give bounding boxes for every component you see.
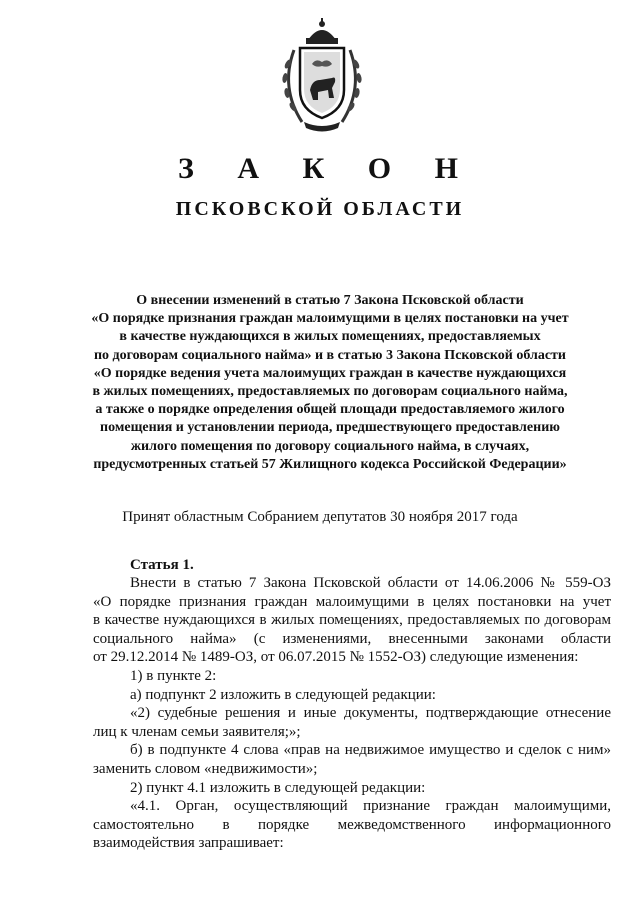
paragraph-line: «2) судебные решения и иные документы, подтверждающие отнесение <box>130 705 611 722</box>
paragraph-line: 1) в пункте 2: <box>130 667 217 684</box>
title-line: «О порядке ведения учета малоимущих граждан в качестве нуждающихся <box>93 365 567 381</box>
paragraph-line: 2) пункт 4.1 изложить в следующей редакции: <box>130 779 426 796</box>
article-heading: Статья 1. <box>130 557 194 573</box>
title-line: по договорам социального найма» и в статью 3 Закона Псковской области <box>93 347 566 363</box>
paragraph-line: самостоятельно в порядке межведомственного информационного <box>93 816 611 833</box>
paragraph-line: взаимодействия запрашивает: <box>93 835 284 852</box>
article-body <box>93 574 611 853</box>
region-heading: ПСКОВСКОЙ ОБЛАСТИ <box>175 198 465 220</box>
title-line: О внесении изменений в статью 7 Закона Псковской области <box>136 293 524 308</box>
paragraph-line: Внести в статью 7 Закона Псковской области от 14.06.2006 № 559-ОЗ <box>130 575 611 591</box>
title-line: помещения и установлении периода, предшествующего предоставлению <box>100 420 560 436</box>
adoption-line: Принят областным Собранием депутатов 30 ноября 2017 года <box>122 509 518 525</box>
title-line: жилого помещения по договору социального найма, в случаях, <box>130 438 530 454</box>
paragraph-line: лиц к членам семьи заявителя;»; <box>93 723 301 740</box>
law-heading: З А К О Н <box>178 152 476 185</box>
paragraph-line: б) в подпункте 4 слова «прав на недвижимое имущество и сделок с ним» <box>130 742 611 759</box>
law-title <box>80 292 580 474</box>
title-line: «О порядке признания граждан малоимущими в целях постановки на учет <box>91 311 569 327</box>
paragraph-line: «4.1. Орган, осуществляющий признание граждан малоимущими, <box>130 798 611 815</box>
title-line: в жилых помещениях, предоставляемых по договорам социального найма, <box>92 384 568 400</box>
paragraph-line: от 29.12.2014 № 1489-ОЗ, от 06.07.2015 № 1552-ОЗ) следующие изменения: <box>93 649 579 666</box>
title-line: а также о порядке определения общей площади предоставляемого жилого <box>95 402 565 418</box>
paragraph-line: в качестве нуждающихся в жилых помещениях, предоставляемых по договорам <box>93 612 611 629</box>
paragraph-line: «О порядке признания граждан малоимущими в целях постановки на учет <box>93 593 611 610</box>
coat-of-arms-emblem <box>272 18 372 136</box>
paragraph-line: социального найма» (с изменениями, внесенными законами области <box>93 630 611 647</box>
paragraph-line: заменить словом «недвижимости»; <box>93 760 318 777</box>
title-line: в качестве нуждающихся в жилых помещениях, предоставляемых <box>119 329 541 345</box>
title-line: предусмотренных статьей 57 Жилищного кодекса Российской Федерации» <box>93 456 567 472</box>
paragraph-line: а) подпункт 2 изложить в следующей редакции: <box>130 686 436 703</box>
